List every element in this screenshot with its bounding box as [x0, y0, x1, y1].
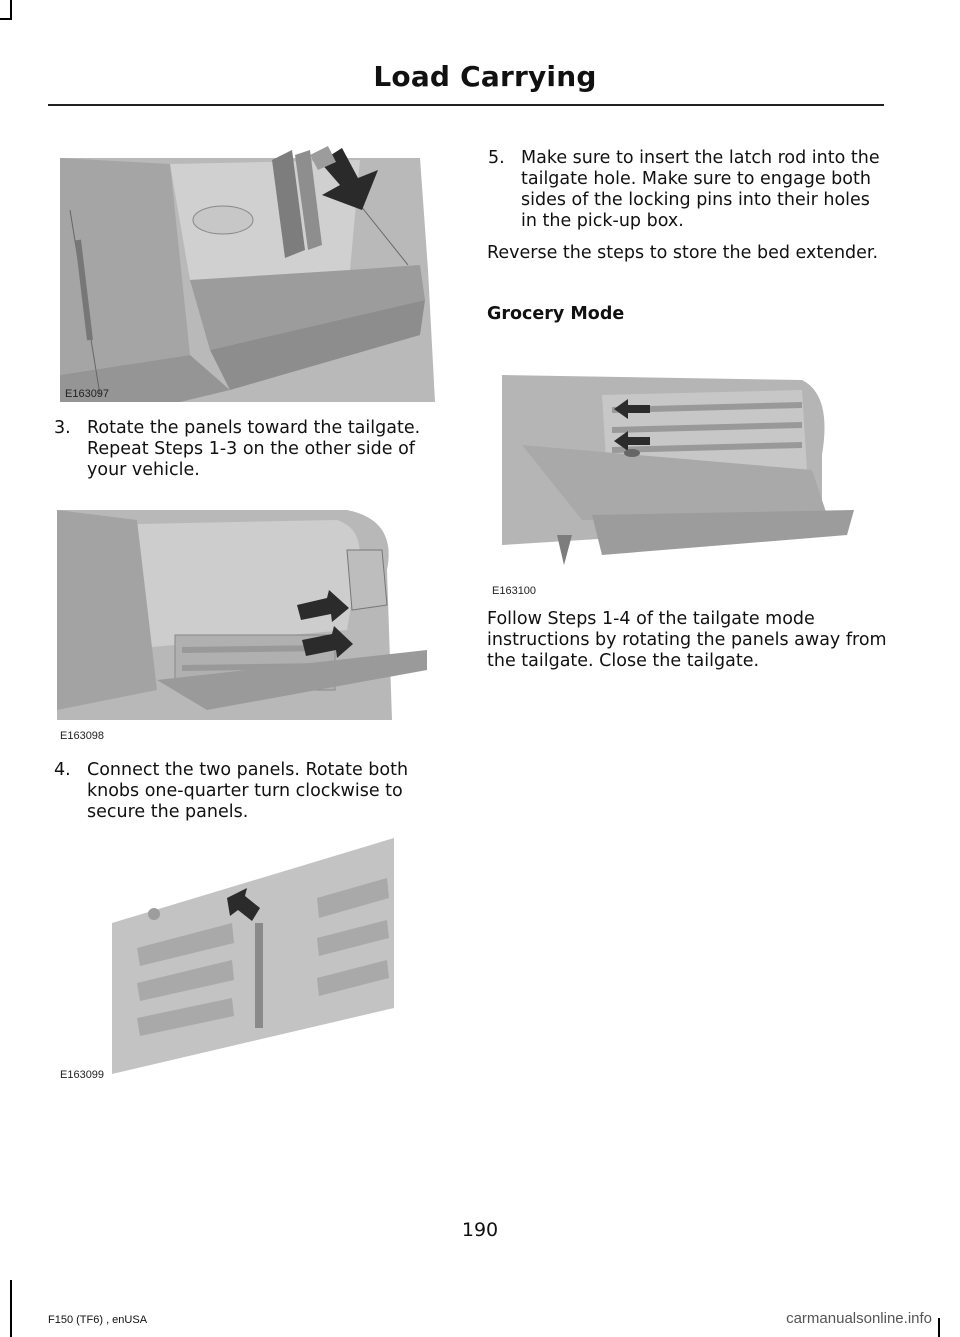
- crop-mark: [10, 1280, 12, 1337]
- reverse-steps-text: Reverse the steps to store the bed extender.: [487, 243, 879, 263]
- figure-code: E163098: [60, 730, 105, 742]
- step-text: Connect the two panels. Rotate both knobs one-quarter turn clockwise to secure the panels.: [87, 760, 409, 822]
- step-5: [488, 148, 883, 232]
- figure-connect-panels: [112, 838, 394, 1074]
- page-number: 190: [461, 1219, 499, 1241]
- step-number: 4.: [54, 760, 71, 780]
- crop-mark: [0, 18, 12, 20]
- crop-mark: [10, 0, 12, 20]
- figure-grocery-mode: [502, 375, 860, 575]
- connect-panels-illustration: [112, 838, 394, 1074]
- step-number: 5.: [488, 148, 505, 168]
- step-3: [54, 418, 454, 481]
- grocery-mode-heading: Grocery Mode: [487, 304, 625, 324]
- figure-code: E163099: [60, 1069, 105, 1081]
- rotate-panels-illustration: [57, 510, 432, 720]
- figure-code: E163100: [492, 585, 537, 597]
- grocery-mode-text: Follow Steps 1-4 of the tailgate mode instructions by rotating the panels away from the tailgate. Close the tailgate.: [487, 609, 887, 671]
- watermark: carmanualsonline.info: [786, 1310, 932, 1327]
- figure-rotate-panels: [57, 510, 432, 720]
- step-number: 3.: [54, 418, 71, 438]
- step-text: Rotate the panels toward the tailgate. Repeat Steps 1-3 on the other side of your vehicle.: [87, 418, 421, 480]
- figure-code: E163097: [65, 388, 110, 400]
- figure-tailgate-panels: [60, 140, 435, 402]
- page-title: Load Carrying: [373, 60, 597, 93]
- crop-mark: [938, 1318, 940, 1337]
- header-divider: [48, 104, 884, 106]
- tailgate-illustration: [60, 140, 435, 402]
- grocery-mode-illustration: [502, 375, 860, 575]
- step-4: [54, 760, 454, 823]
- step-text: Make sure to insert the latch rod into the tailgate hole. Make sure to engage both sides of the locking pins into their holes in the pick-up box.: [521, 148, 880, 231]
- footer-model-info: F150 (TF6) , enUSA: [48, 1314, 148, 1326]
